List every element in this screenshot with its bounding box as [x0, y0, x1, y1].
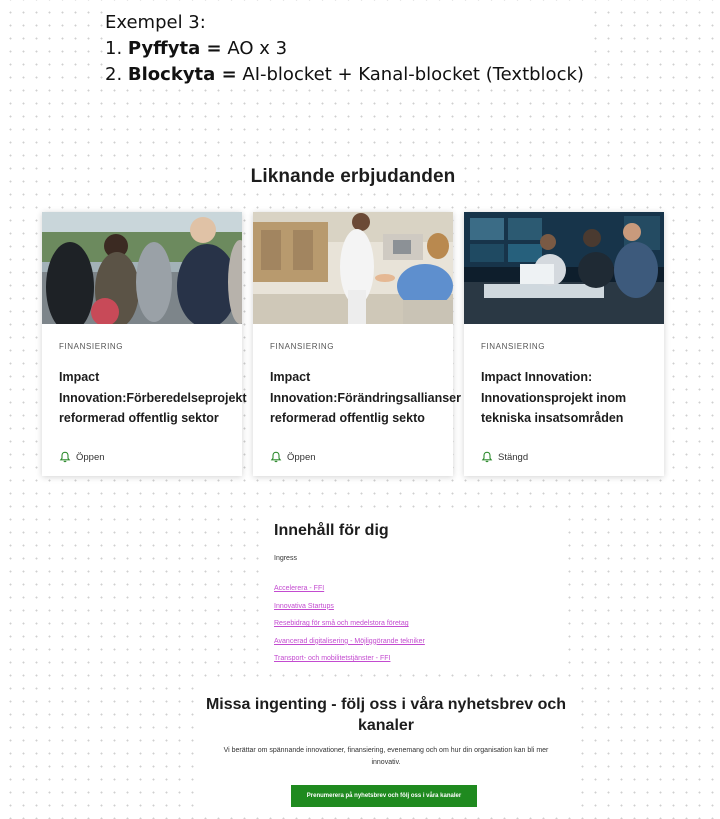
- content-for-you-section: [262, 510, 562, 670]
- subscribe-button[interactable]: Prenumerera på nyhetsbrev och följ oss i våra kanaler: [291, 785, 477, 807]
- offer-card-category: FINANSIERING: [59, 342, 124, 351]
- offer-card[interactable]: [253, 212, 461, 476]
- offer-card-status: [59, 451, 242, 463]
- offer-card[interactable]: [42, 212, 247, 476]
- offer-card-status-label: Stängd: [498, 451, 529, 463]
- offer-card-status: [270, 451, 453, 463]
- newsletter-description: Vi berättar om spännande innovationer, finansiering, evenemang och om hur din organisation kan bli mer innovativ.: [223, 747, 549, 766]
- bell-icon: [59, 451, 71, 463]
- offer-card-image-people-outdoors: [42, 212, 242, 324]
- content-link-accelerera[interactable]: Accelerera - FFI: [274, 585, 325, 592]
- offer-card-category: FINANSIERING: [481, 342, 546, 351]
- similar-offers-heading: Liknande erbjudanden: [0, 166, 706, 188]
- offer-card-title[interactable]: Impact Innovation:Förändringsallianser reformerad offentlig sekto: [270, 370, 461, 425]
- list-item: [274, 595, 425, 613]
- similar-offers-section: [0, 152, 720, 500]
- offer-card-title[interactable]: Impact Innovation:Förberedelseprojekt reformerad offentlig sektor: [59, 370, 247, 425]
- content-link-innovativa-startups[interactable]: Innovativa Startups: [274, 602, 334, 610]
- content-link-transport-mobilitet[interactable]: Transport- och mobilitetstjänster - FFI: [274, 655, 391, 663]
- list-item: [274, 577, 425, 595]
- content-link-resebidrag[interactable]: Resebidrag för små och medelstora företag: [274, 620, 409, 628]
- list-item: [274, 612, 425, 630]
- content-links-list: [274, 577, 425, 665]
- offer-card[interactable]: [464, 212, 664, 476]
- content-link-avancerad-digitalisering[interactable]: Avancerad digitalisering - Möjliggörande tekniker: [274, 637, 425, 645]
- offer-card-status: [481, 451, 664, 463]
- ingress-text: Ingress: [274, 555, 297, 562]
- offer-card-status-label: Öppen: [287, 451, 316, 463]
- offer-card-image-doctor-patient: [253, 212, 453, 324]
- annotation: [105, 10, 594, 88]
- newsletter-heading: Missa ingenting - följ oss i våra nyhetsbrev och kanaler: [205, 696, 567, 734]
- offer-card-status-label: Öppen: [76, 451, 105, 463]
- bell-icon: [270, 451, 282, 463]
- offer-card-image-control-room: [464, 212, 664, 324]
- annotation-line-3: 2. Blockyta = AI-blocket + Kanal-blocket (Textblock): [105, 64, 584, 85]
- content-for-you-heading: Innehåll för dig: [274, 522, 389, 539]
- offer-card-category: FINANSIERING: [270, 342, 335, 351]
- list-item: [274, 630, 425, 648]
- newsletter-section: [200, 684, 572, 816]
- list-item: [274, 647, 425, 665]
- bell-icon: [481, 451, 493, 463]
- annotation-line-1: Exempel 3:: [105, 12, 206, 33]
- offer-card-title[interactable]: Impact Innovation: Innovationsprojekt inom tekniska insatsområden: [481, 370, 627, 425]
- annotation-line-2: 1. Pyffyta = AO x 3: [105, 38, 288, 59]
